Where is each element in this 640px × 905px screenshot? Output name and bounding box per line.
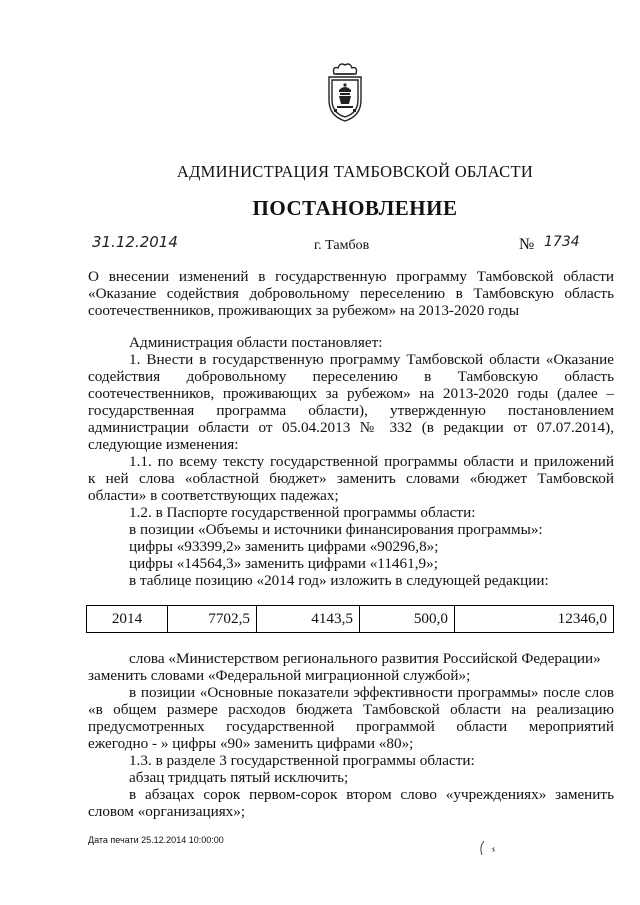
- table-cell: 4143,5: [257, 606, 360, 633]
- paragraph-line: области» в соответствующих падежах;: [88, 487, 339, 504]
- paragraph-line: предусмотренных государственной программой области мероприятий: [88, 718, 614, 735]
- paragraph-line: в позиции «Основные показатели эффективности программы» после слов: [129, 684, 614, 701]
- document-number-label: №: [519, 236, 535, 253]
- organization-name: АДМИНИСТРАЦИЯ ТАМБОВСКОЙ ОБЛАСТИ: [176, 162, 534, 181]
- paragraph-line: администрации области от 05.04.2013 № 332 (в редакции от 07.07.2014),: [88, 419, 614, 436]
- paragraph-line: цифры «93399,2» заменить цифрами «90296,8»;: [129, 538, 439, 555]
- document-number: 1734: [544, 234, 580, 250]
- document-city: г. Тамбов: [314, 238, 370, 253]
- subject-line: «Оказание содействия добровольному переселению в Тамбовскую область: [88, 285, 614, 302]
- paragraph-line: содействия добровольному переселению в Тамбовскую область: [88, 368, 614, 385]
- paragraph-line: 1.2. в Паспорте государственной программы области:: [129, 504, 476, 521]
- paragraph-line: словом «организациях»;: [88, 803, 246, 820]
- table-cell: 12346,0: [455, 606, 614, 633]
- table-cell: 500,0: [360, 606, 455, 633]
- paragraph-line: соотечественников, проживающих за рубежом» на 2013-2020 годы (далее –: [88, 385, 614, 402]
- paragraph-line: к ней слова «областной бюджет» заменить словами «бюджет Тамбовской: [88, 470, 614, 487]
- table-row: [87, 606, 614, 633]
- paragraph-line: 1.1. по всему тексту государственной программы области и приложений: [129, 453, 614, 470]
- paragraph-line: ежегодно - » цифры «90» заменить цифрами «80»;: [88, 735, 414, 752]
- tambov-coat-of-arms-icon: [322, 60, 368, 124]
- budget-table: [86, 605, 614, 633]
- table-cell-year: 2014: [87, 606, 168, 633]
- print-date: Дата печати 25.12.2014 10:00:00: [88, 835, 224, 845]
- paragraph-line: «в общем размере расходов бюджета Тамбовской области на реализацию: [88, 701, 614, 718]
- paragraph-line: 1. Внести в государственную программу Тамбовской области «Оказание: [129, 351, 614, 368]
- paragraph-line: государственная программа области), утвержденную постановлением: [88, 402, 614, 419]
- paragraph-line: цифры «14564,3» заменить цифрами «11461,9»;: [129, 555, 438, 572]
- paragraph-line: в абзацах сорок первом-сорок втором слово «учреждениях» заменить: [129, 786, 614, 803]
- paragraph-line: слова «Министерством регионального развития Российской Федерации»: [129, 650, 601, 667]
- paragraph-line: в позиции «Объемы и источники финансирования программы»:: [129, 521, 543, 538]
- subject-line: О внесении изменений в государственную программу Тамбовской области: [88, 268, 614, 285]
- paragraph-line: следующие изменения:: [88, 436, 239, 453]
- paragraph-line: в таблице позицию «2014 год» изложить в следующей редакции:: [129, 572, 549, 589]
- subject-line: соотечественников, проживающих за рубежом» на 2013-2020 годы: [88, 302, 520, 319]
- intro-text: Администрация области постановляет:: [129, 334, 383, 351]
- paragraph-line: абзац тридцать пятый исключить;: [129, 769, 349, 786]
- paragraph-line: 1.3. в разделе 3 государственной программы области:: [129, 752, 475, 769]
- document-date: 31.12.2014: [92, 233, 178, 251]
- paragraph-line: заменить словами «Федеральной миграционной службой»;: [88, 667, 471, 684]
- table-cell: 7702,5: [168, 606, 257, 633]
- pen-mark-icon: [476, 838, 506, 858]
- document-type: ПОСТАНОВЛЕНИЕ: [252, 196, 458, 220]
